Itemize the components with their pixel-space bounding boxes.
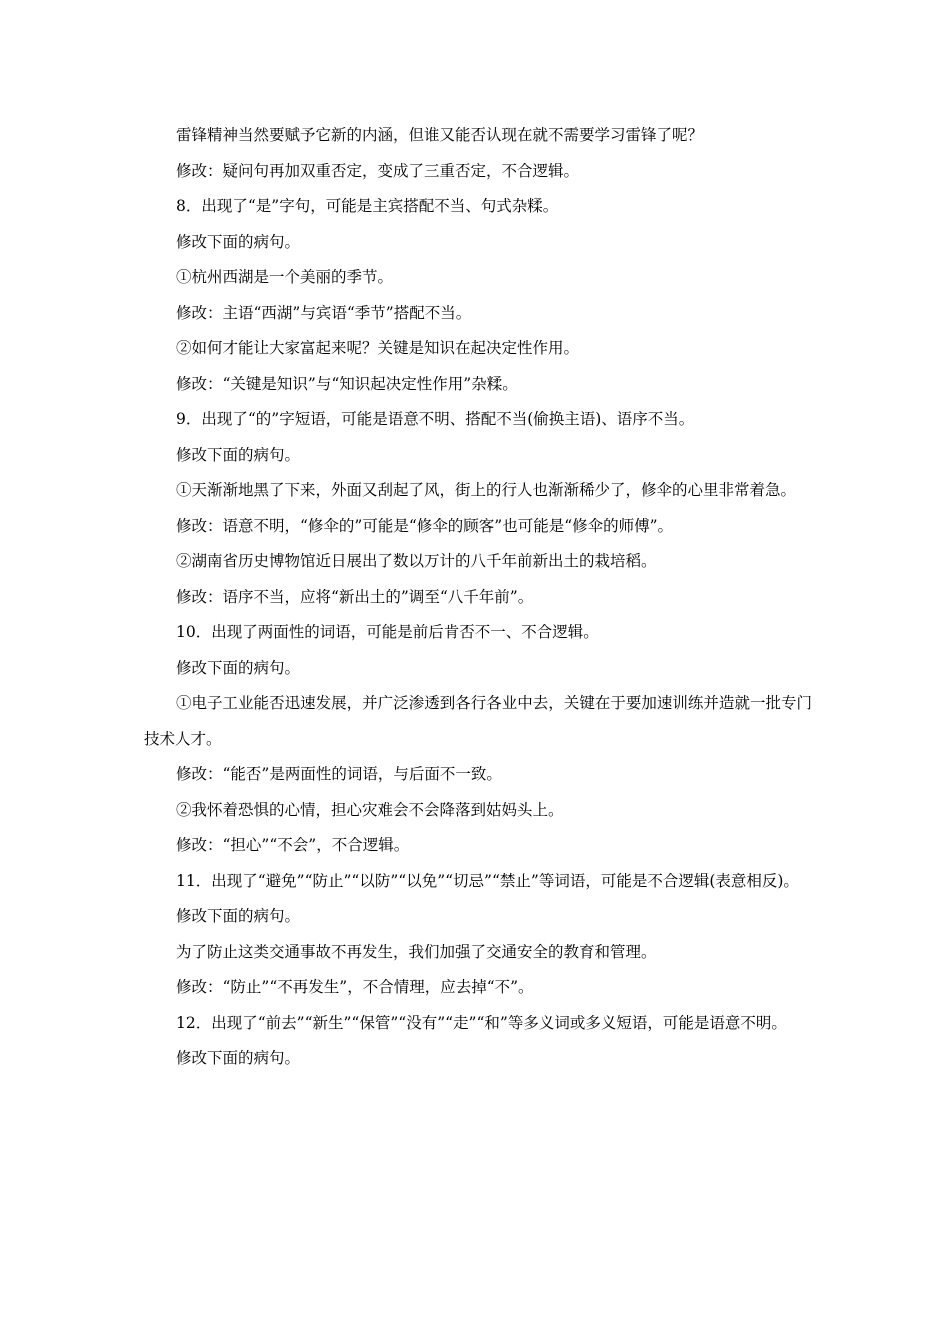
paragraph-17: ①电子工业能否迅速发展，并广泛渗透到各行各业中去，关键在于要加速训练并造就一批专门技术人才。: [144, 694, 812, 748]
paragraph-24: 修改：“防止”“不再发生”，不合情理，应去掉“不”。: [176, 978, 534, 996]
paragraph-25: 12．出现了“前去”“新生”“保管”“没有”“走”“和”等多义词或多义短语，可能是语意不明。: [176, 1013, 787, 1032]
paragraph-10: 修改下面的病句。: [176, 445, 301, 464]
paragraph-8: 修改：“关键是知识”与“知识起决定性作用”杂糅。: [176, 374, 518, 393]
paragraph-18: 修改：“能否”是两面性的词语，与后面不一致。: [176, 765, 502, 783]
paragraph-19: ②我怀着恐惧的心情，担心灾难会不会降落到姑妈头上。: [176, 800, 564, 819]
paragraph-2: 修改：疑问句再加双重否定，变成了三重否定，不合逻辑。: [176, 161, 580, 180]
paragraph-6: 修改：主语“西湖”与宾语“季节”搭配不当。: [176, 303, 472, 322]
document-body: [144, 118, 812, 1077]
paragraph-26: 修改下面的病句。: [176, 1049, 301, 1067]
paragraph-11: ①天渐渐地黑了下来，外面又刮起了风，街上的行人也渐渐稀少了，修伞的心里非常着急。: [176, 481, 797, 499]
paragraph-12: 修改：语意不明，“修伞的”可能是“修伞的顾客”也可能是“修伞的师傅”。: [176, 516, 674, 535]
paragraph-14: 修改：语序不当，应将“新出土的”调至“八千年前”。: [176, 587, 534, 606]
paragraph-21: 11．出现了“避免”“防止”“以防”“以免”“切忌”“禁止”等词语，可能是不合逻辑(表意相反)。: [176, 871, 799, 890]
paragraph-9: 9．出现了“的”字短语，可能是语意不明、搭配不当(偷换主语)、语序不当。: [176, 410, 695, 428]
paragraph-15: 10．出现了两面性的词语，可能是前后肯否不一、不合逻辑。: [176, 623, 599, 641]
paragraph-3: 8．出现了“是”字句，可能是主宾搭配不当、句式杂糅。: [176, 197, 559, 215]
paragraph-4: 修改下面的病句。: [176, 232, 301, 251]
paragraph-5: ①杭州西湖是一个美丽的季节。: [176, 268, 394, 286]
paragraph-16: 修改下面的病句。: [176, 658, 301, 677]
paragraph-22: 修改下面的病句。: [176, 907, 301, 925]
paragraph-20: 修改：“担心”“不会”，不合逻辑。: [176, 836, 410, 854]
paragraph-13: ②湖南省历史博物馆近日展出了数以万计的八千年前新出土的栽培稻。: [176, 552, 657, 570]
paragraph-23: 为了防止这类交通事故不再发生，我们加强了交通安全的教育和管理。: [176, 942, 657, 961]
paragraph-7: ②如何才能让大家富起来呢？关键是知识在起决定性作用。: [176, 339, 580, 357]
paragraph-1: 雷锋精神当然要赋予它新的内涵，但谁又能否认现在就不需要学习雷锋了呢？: [176, 126, 704, 144]
